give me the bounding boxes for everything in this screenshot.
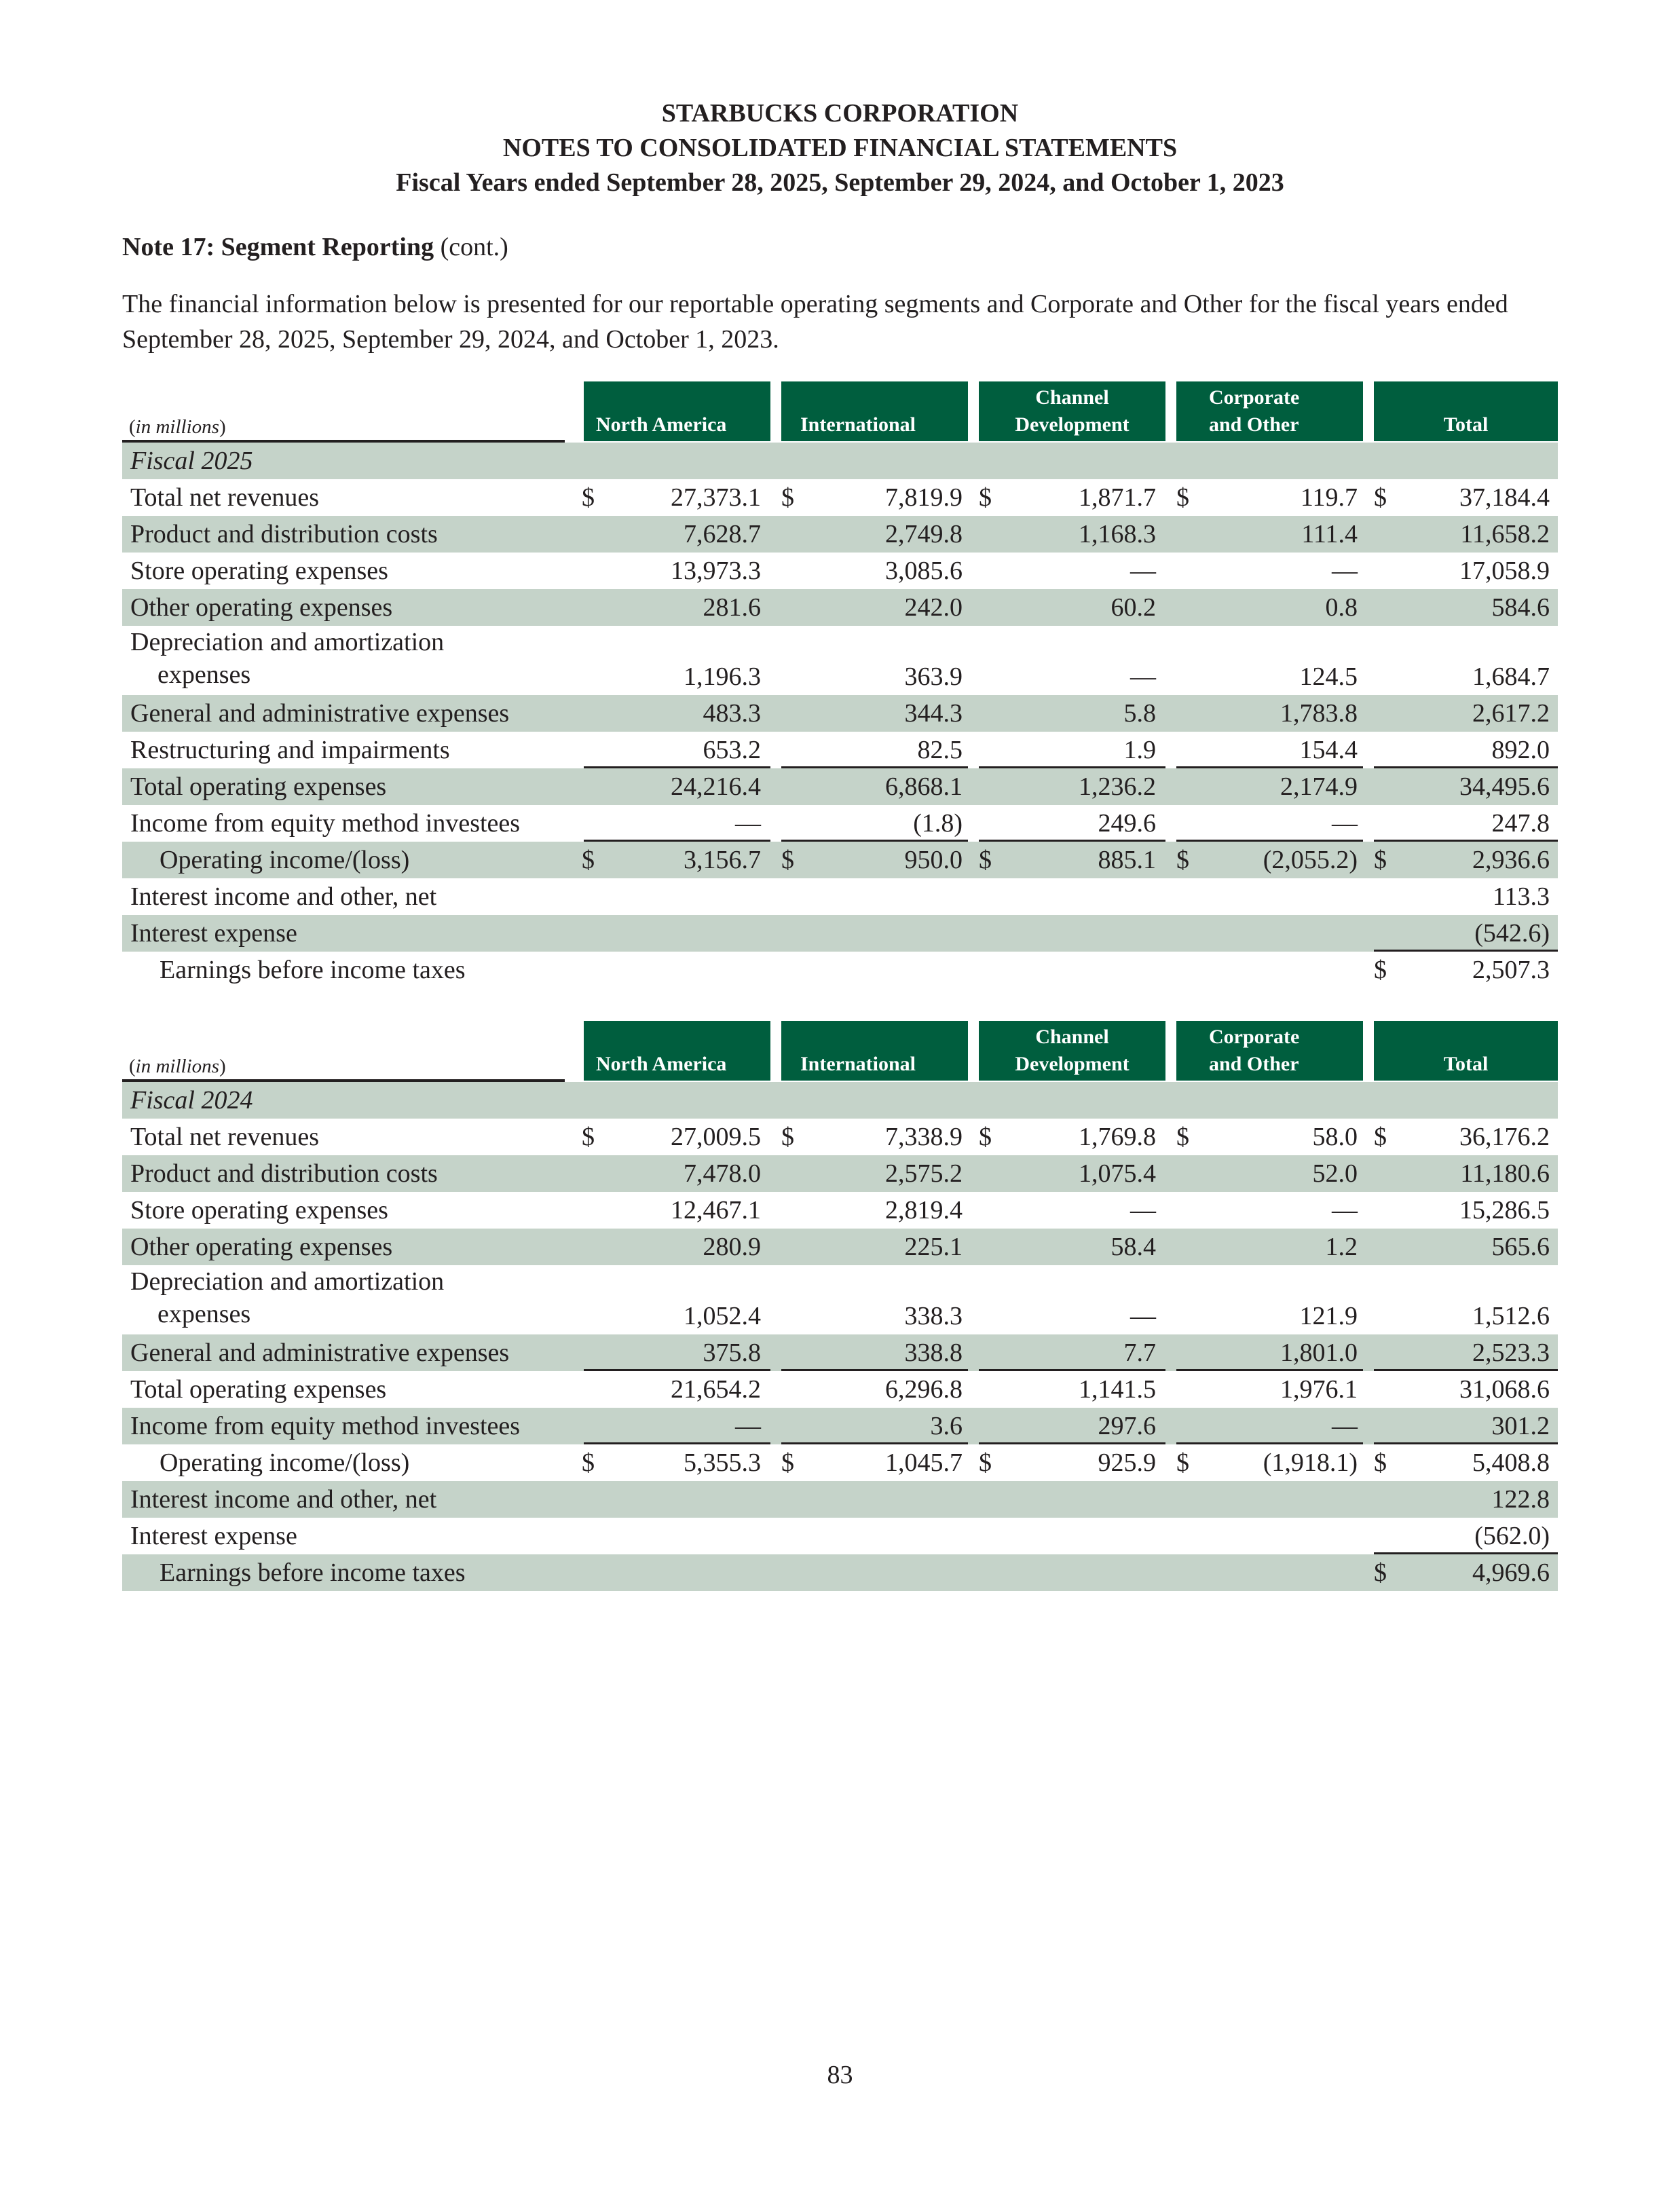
row-label: Operating income/(loss) <box>160 846 410 874</box>
currency-symbol: $ <box>979 483 992 512</box>
table-cell: — <box>1130 557 1156 585</box>
row-label-line: expenses <box>157 1300 251 1328</box>
row-label <box>130 1265 444 1330</box>
table-cell: — <box>584 1408 770 1444</box>
table-cell: 11,180.6 <box>1460 1159 1550 1188</box>
table-cell: 584.6 <box>1491 593 1550 622</box>
currency-symbol: $ <box>1374 1123 1387 1151</box>
row-label: Fiscal 2024 <box>130 1086 253 1115</box>
table-row <box>122 1229 1558 1265</box>
table-cell: 2,174.9 <box>1280 772 1358 801</box>
table-cell: 1,684.7 <box>1472 662 1550 691</box>
table-cell: 60.2 <box>1110 593 1156 622</box>
table-cell: — <box>1130 1302 1156 1330</box>
table-cell: 31,068.6 <box>1459 1375 1550 1404</box>
table-cell: — <box>1130 1196 1156 1224</box>
table-row <box>122 1334 1558 1371</box>
col-header-international <box>781 381 968 441</box>
units-text: ) <box>219 416 226 438</box>
table-cell: 1,769.8 <box>1079 1123 1156 1151</box>
column-header-text: Total <box>1443 413 1489 436</box>
table-cell: 7,478.0 <box>684 1159 761 1188</box>
table-row <box>122 695 1558 732</box>
table-row <box>122 589 1558 626</box>
table-cell: (2,055.2) <box>1263 846 1358 874</box>
row-label: General and administrative expenses <box>130 1339 510 1367</box>
table-cell: 37,184.4 <box>1459 483 1550 512</box>
table-cell: 2,507.3 <box>1472 956 1550 984</box>
table-cell: — <box>1130 662 1156 691</box>
table-cell: 124.5 <box>1299 662 1358 691</box>
row-label: Total operating expenses <box>130 772 387 801</box>
table-cell: 1,236.2 <box>1079 772 1156 801</box>
table-cell: 281.6 <box>703 593 761 622</box>
table-cell: 375.8 <box>584 1334 770 1371</box>
currency-symbol: $ <box>1374 956 1387 984</box>
note-title <box>122 232 508 262</box>
row-label: Income from equity method investees <box>130 809 521 838</box>
currency-symbol: $ <box>1176 1448 1189 1477</box>
row-label-line: Depreciation and amortization <box>130 628 445 656</box>
currency-symbol: $ <box>1374 1448 1387 1477</box>
col-header-north-america <box>584 1021 770 1081</box>
currency-symbol: $ <box>781 1448 794 1477</box>
units-text: ) <box>219 1055 226 1077</box>
table-header <box>122 381 1558 443</box>
currency-symbol: $ <box>582 846 595 874</box>
table-cell: 5,408.8 <box>1472 1448 1550 1477</box>
table-cell: 1,871.7 <box>1079 483 1156 512</box>
col-header-channel-development <box>979 381 1165 441</box>
currency-symbol: $ <box>582 1448 595 1477</box>
table-cell: 249.6 <box>979 805 1165 842</box>
table-cell: 82.5 <box>781 732 968 768</box>
table-cell: 113.3 <box>1492 882 1550 911</box>
table-cell: 1,976.1 <box>1280 1375 1358 1404</box>
table-cell: 121.9 <box>1299 1302 1358 1330</box>
currency-symbol: $ <box>781 483 794 512</box>
table-row <box>122 1119 1558 1155</box>
row-label: General and administrative expenses <box>130 699 510 728</box>
table-cell: 1,168.3 <box>1079 520 1156 548</box>
table-cell: 363.9 <box>904 662 963 691</box>
table-cell: 2,523.3 <box>1374 1334 1558 1371</box>
row-label: Interest expense <box>130 919 297 948</box>
table-cell: 1,045.7 <box>885 1448 963 1477</box>
table-cell: — <box>1332 557 1358 585</box>
currency-symbol: $ <box>979 846 992 874</box>
table-cell: 0.8 <box>1325 593 1358 622</box>
table-cell: 1.2 <box>1325 1233 1358 1261</box>
table-cell: 58.0 <box>1312 1123 1358 1151</box>
table-cell: 3,156.7 <box>684 846 761 874</box>
table-row <box>122 878 1558 915</box>
table-cell: 2,749.8 <box>885 520 963 548</box>
table-row <box>122 553 1558 589</box>
table-row <box>122 732 1558 768</box>
fiscal-year-row <box>122 443 1558 479</box>
table-cell: 280.9 <box>703 1233 761 1261</box>
table-cell: 297.6 <box>979 1408 1165 1444</box>
page-header <box>0 96 1680 200</box>
table-row <box>122 915 1558 952</box>
units-text: in millions <box>135 1055 219 1077</box>
table-header <box>122 1021 1558 1082</box>
segment-table-fy2024 <box>122 1021 1558 1591</box>
table-row <box>122 626 1558 695</box>
units-text: in millions <box>135 416 219 438</box>
table-cell: 242.0 <box>904 593 963 622</box>
units-text: ( <box>129 1055 136 1077</box>
col-header-channel-development <box>979 1021 1165 1081</box>
table-cell: (542.6) <box>1374 915 1558 952</box>
table-cell: (1.8) <box>781 805 968 842</box>
row-label <box>130 626 444 691</box>
col-header-international <box>781 1021 968 1081</box>
table-cell: 338.8 <box>781 1334 968 1371</box>
row-label: Store operating expenses <box>130 1196 388 1224</box>
table-cell: 653.2 <box>584 732 770 768</box>
fiscal-years-title: Fiscal Years ended September 28, 2025, September 29, 2024, and October 1, 2023 <box>396 168 1284 197</box>
table-row <box>122 479 1558 516</box>
table-cell: 13,973.3 <box>671 557 761 585</box>
table-row <box>122 516 1558 553</box>
units-text: ( <box>129 416 136 438</box>
table-cell: 1,783.8 <box>1280 699 1358 728</box>
col-header-total <box>1374 381 1558 441</box>
column-header-text: Corporate <box>1209 1026 1300 1048</box>
table-cell: 2,819.4 <box>885 1196 963 1224</box>
table-cell: 925.9 <box>1098 1448 1156 1477</box>
table-cell: 1,512.6 <box>1472 1302 1550 1330</box>
table-cell: 154.4 <box>1176 732 1363 768</box>
table-row <box>122 952 1558 988</box>
table-cell: 58.4 <box>1110 1233 1156 1261</box>
table-cell: 344.3 <box>904 699 963 728</box>
table-cell: 5.8 <box>1123 699 1156 728</box>
fiscal-year-row <box>122 1082 1558 1119</box>
table-cell: 52.0 <box>1312 1159 1358 1188</box>
table-cell: 247.8 <box>1374 805 1558 842</box>
table-cell: 122.8 <box>1491 1485 1550 1514</box>
table-cell: 21,654.2 <box>671 1375 761 1404</box>
column-header-text: North America <box>596 1053 727 1075</box>
table-cell: 7.7 <box>979 1334 1165 1371</box>
col-header-corporate-and-other <box>1176 1021 1363 1081</box>
row-label: Earnings before income taxes <box>160 1558 466 1587</box>
note-suffix: (cont.) <box>434 233 508 261</box>
row-label: Fiscal 2025 <box>130 447 253 475</box>
row-label-line: expenses <box>157 660 251 689</box>
column-header-text: Development <box>1015 1053 1130 1075</box>
row-label: Product and distribution costs <box>130 1159 438 1188</box>
segment-table-fy2025 <box>122 381 1558 988</box>
table-row <box>122 1265 1558 1334</box>
table-cell: — <box>1332 1196 1358 1224</box>
table-cell: 892.0 <box>1374 732 1558 768</box>
table-cell: 2,617.2 <box>1472 699 1550 728</box>
table-row <box>122 1371 1558 1408</box>
table-cell: (1,918.1) <box>1263 1448 1358 1477</box>
table-cell: 6,868.1 <box>885 772 963 801</box>
table-cell: 36,176.2 <box>1459 1123 1550 1151</box>
table-cell: 301.2 <box>1374 1408 1558 1444</box>
table-cell: 34,495.6 <box>1459 772 1550 801</box>
table-cell: 483.3 <box>703 699 761 728</box>
currency-symbol: $ <box>582 1123 595 1151</box>
table-cell: 5,355.3 <box>684 1448 761 1477</box>
table-row <box>122 1192 1558 1229</box>
row-label: Store operating expenses <box>130 557 388 585</box>
row-label: Earnings before income taxes <box>160 956 466 984</box>
table-cell: 2,575.2 <box>885 1159 963 1188</box>
table-cell: 1,196.3 <box>684 662 761 691</box>
company-name: STARBUCKS CORPORATION <box>661 99 1019 128</box>
table-cell: 1,052.4 <box>684 1302 761 1330</box>
table-cell: 7,628.7 <box>684 520 761 548</box>
column-header-text: and Other <box>1209 1053 1299 1075</box>
row-label: Product and distribution costs <box>130 520 438 548</box>
table-cell: 1,075.4 <box>1079 1159 1156 1188</box>
table-row <box>122 842 1558 878</box>
table-cell: 24,216.4 <box>671 772 761 801</box>
row-label: Interest expense <box>130 1522 297 1550</box>
column-header-text: North America <box>596 413 727 436</box>
row-label: Restructuring and impairments <box>130 736 450 764</box>
table-cell: 1,801.0 <box>1176 1334 1363 1371</box>
currency-symbol: $ <box>1176 483 1189 512</box>
row-label: Operating income/(loss) <box>160 1448 410 1477</box>
table-cell: — <box>1176 1408 1363 1444</box>
row-label: Total operating expenses <box>130 1375 387 1404</box>
col-header-total <box>1374 1021 1558 1081</box>
table-cell: 12,467.1 <box>671 1196 761 1224</box>
table-cell: 111.4 <box>1301 520 1358 548</box>
currency-symbol: $ <box>781 1123 794 1151</box>
row-label: Total net revenues <box>130 483 320 512</box>
currency-symbol: $ <box>979 1123 992 1151</box>
table-cell: 4,969.6 <box>1472 1558 1550 1587</box>
row-label-line: Depreciation and amortization <box>130 1267 445 1296</box>
table-row <box>122 805 1558 842</box>
row-label: Income from equity method investees <box>130 1412 521 1440</box>
currency-symbol: $ <box>1374 483 1387 512</box>
table-cell: 2,936.6 <box>1472 846 1550 874</box>
currency-symbol: $ <box>582 483 595 512</box>
column-header-text: Channel <box>1035 386 1109 409</box>
table-row <box>122 1518 1558 1554</box>
col-header-north-america <box>584 381 770 441</box>
table-row <box>122 1408 1558 1444</box>
table-cell: — <box>1176 805 1363 842</box>
table-row <box>122 1554 1558 1591</box>
statement-title: NOTES TO CONSOLIDATED FINANCIAL STATEMENTS <box>502 134 1178 162</box>
currency-symbol: $ <box>1176 846 1189 874</box>
units-label <box>129 416 226 438</box>
table-row <box>122 1481 1558 1518</box>
table-cell: 27,009.5 <box>671 1123 761 1151</box>
table-cell: — <box>584 805 770 842</box>
table-cell: 338.3 <box>904 1302 963 1330</box>
table-cell: 7,338.9 <box>885 1123 963 1151</box>
row-label: Interest income and other, net <box>130 882 437 911</box>
page-number: 83 <box>827 2061 853 2089</box>
currency-symbol: $ <box>1374 1558 1387 1587</box>
currency-symbol: $ <box>781 846 794 874</box>
row-label: Total net revenues <box>130 1123 320 1151</box>
units-label <box>129 1055 226 1078</box>
column-header-text: and Other <box>1209 413 1299 436</box>
table-cell: 15,286.5 <box>1459 1196 1550 1224</box>
table-cell: 27,373.1 <box>671 483 761 512</box>
note-heading: Note 17: Segment Reporting <box>122 233 434 261</box>
currency-symbol: $ <box>979 1448 992 1477</box>
table-cell: 950.0 <box>904 846 963 874</box>
table-cell: 225.1 <box>904 1233 963 1261</box>
table-cell: 885.1 <box>1098 846 1156 874</box>
table-cell: 1.9 <box>979 732 1165 768</box>
currency-symbol: $ <box>1374 846 1387 874</box>
row-label: Interest income and other, net <box>130 1485 437 1514</box>
column-header-text: Total <box>1443 1053 1489 1075</box>
intro-paragraph: The financial information below is presented for our reportable operating segments and Corporate and Other for the fiscal years ended September 28, 2025, September 29, 2024, and October 1, 2023. <box>122 290 1508 354</box>
row-label: Other operating expenses <box>130 593 393 622</box>
table-row <box>122 768 1558 805</box>
table-cell: 3.6 <box>781 1408 968 1444</box>
column-header-text: International <box>800 1053 916 1075</box>
currency-symbol: $ <box>1176 1123 1189 1151</box>
col-header-corporate-and-other <box>1176 381 1363 441</box>
table-cell: 6,296.8 <box>885 1375 963 1404</box>
table-cell: 565.6 <box>1491 1233 1550 1261</box>
table-cell: 7,819.9 <box>885 483 963 512</box>
table-cell: 3,085.6 <box>885 557 963 585</box>
column-header-text: Development <box>1015 413 1130 436</box>
table-row <box>122 1155 1558 1192</box>
table-cell: 119.7 <box>1300 483 1358 512</box>
column-header-text: Channel <box>1035 1026 1109 1048</box>
column-header-text: International <box>800 413 916 436</box>
table-cell: (562.0) <box>1374 1518 1558 1554</box>
table-cell: 17,058.9 <box>1459 557 1550 585</box>
column-header-text: Corporate <box>1209 386 1300 409</box>
table-cell: 1,141.5 <box>1079 1375 1156 1404</box>
table-cell: 11,658.2 <box>1460 520 1550 548</box>
table-row <box>122 1444 1558 1481</box>
row-label: Other operating expenses <box>130 1233 393 1261</box>
